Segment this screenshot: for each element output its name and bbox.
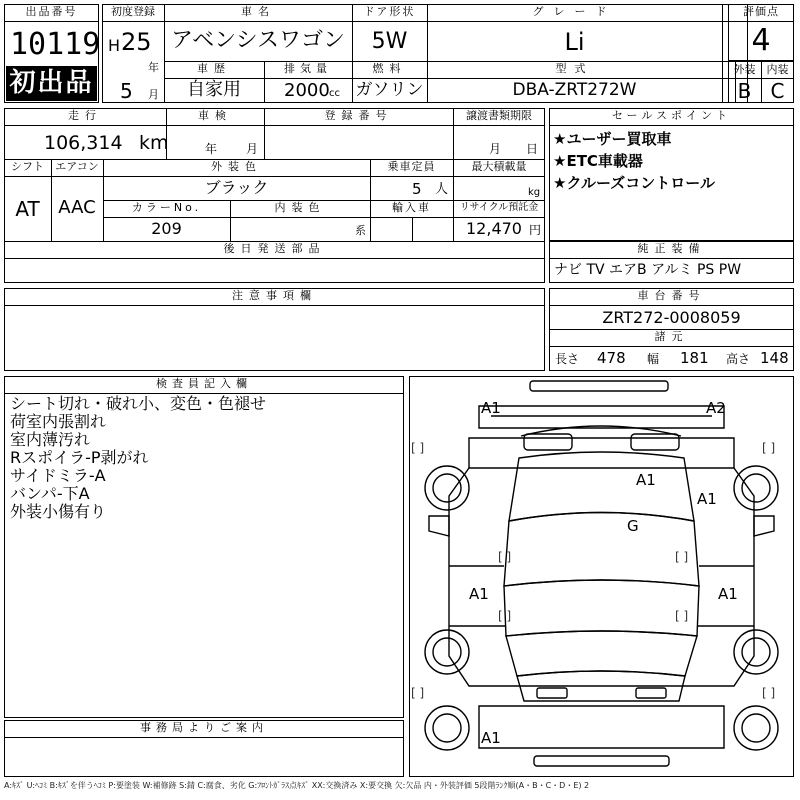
shift-value: AT [15,197,40,221]
sales-point-3: ★クルーズコントロール [553,174,715,192]
reg-year-unit: 年 [148,61,159,74]
inspector-line: 外装小傷有り [10,502,107,521]
part-bracket: [ ] [498,609,512,623]
part-bracket: [ ] [762,686,776,700]
later-parts-label: 後日発送部品 [223,242,326,255]
import-label: 輸入車 [392,201,431,214]
chassis-label: 車台番号 [637,289,706,302]
door-value: 5W [371,29,408,54]
damage-mark: G [627,517,639,535]
history-value: 自家用 [187,79,241,100]
damage-mark: A1 [481,399,501,417]
damage-mark: A1 [469,585,489,603]
first-listing-label: 初出品 [9,68,94,98]
mileage-unit: km [139,132,169,154]
damage-mark: A1 [718,585,738,603]
inspection-label: 車検 [198,109,232,122]
height-value: 148 [760,349,789,367]
exterior-color-value: ブラック [204,178,269,197]
part-bracket: [ ] [411,441,425,455]
ext-grade: B [737,79,752,103]
interior-color-unit: 系 [355,224,366,237]
inspector-line: バンパ-下A [10,484,90,503]
score-value: 4 [751,23,771,58]
lot-number-label: 出品番号 [25,5,78,18]
transfer-month-unit: 月 [489,142,502,156]
grade-value: Li [564,28,585,56]
score-label: 評価点 [743,5,779,18]
ac-label: エアコン [55,160,99,173]
sales-points-label: セールスポイント [611,109,731,122]
mileage-value: 106,314 [44,132,123,154]
recycle-label: リサイクル預託金 [459,202,539,213]
car-name: アベンシスワゴン [171,28,345,53]
chassis-value: ZRT272-0008059 [602,308,741,327]
inspector-line: サイドミラ-A [10,466,106,485]
damage-mark: A1 [636,471,656,489]
car-name-label: 車名 [241,5,275,18]
max-load-unit: kg [528,187,541,198]
part-bracket: [ ] [675,550,689,564]
damage-mark: A1 [481,729,501,747]
interior-color-label: 内装色 [274,201,326,214]
inspection-year-unit: 年 [205,142,218,156]
ext-label: 外装 [733,63,756,76]
lot-number: 10119 [10,27,101,62]
color-no-value: 209 [151,219,182,238]
plate-label: 登録番号 [324,109,393,122]
exterior-color-label: 外装色 [211,160,262,173]
capacity-label: 乗車定員 [387,160,436,173]
height-label: 高さ [726,352,751,366]
inspector-line: 室内薄汚れ [10,430,91,449]
inspector-line: 荷室内張割れ [10,412,107,431]
model-label: 型式 [555,62,594,75]
notes-label: 注意事項欄 [232,289,317,302]
history-label: 車歴 [197,62,231,75]
inspector-line: シート切れ・破れ小、変色・色褪せ [10,394,267,413]
inspection-month-unit: 月 [246,142,259,156]
part-bracket: [ ] [411,686,425,700]
fuel-label: 燃料 [372,62,407,75]
capacity-value: 5 [412,180,422,198]
part-bracket: [ ] [498,550,512,564]
length-value: 478 [597,349,626,367]
model-value: DBA-ZRT272W [512,80,637,100]
inspector-line: Rスポイラ-P剥がれ [10,448,149,467]
recycle-unit: 円 [529,223,542,237]
displacement-value: 2000 [284,80,330,101]
inspector-label: 検査員記入欄 [156,377,252,390]
registration-label: 初度登録 [111,5,155,18]
damage-mark: A1 [697,490,717,508]
displacement-unit: cc [329,88,340,99]
part-bracket: [ ] [762,441,776,455]
shift-label: シフト [11,160,44,173]
equipment-value: ナビ TV エアB アルミ PS PW [554,262,742,278]
ac-value: AAC [58,197,96,218]
max-load-label: 最大積載量 [471,160,527,173]
door-label: ドア形状 [363,5,416,18]
part-bracket: [ ] [675,609,689,623]
grade-label: グレード [532,5,617,18]
equipment-label: 純正装備 [637,242,706,255]
width-label: 幅 [647,352,660,366]
sales-point-1: ★ユーザー買取車 [553,130,672,148]
car-diagram [409,376,794,777]
damage-mark: A2 [706,399,726,417]
displacement-label: 排気量 [284,62,332,75]
color-no-label: カラーNo. [131,201,202,214]
transfer-day-unit: 日 [526,142,539,156]
legend: A:ｷｽﾞ U:ﾍｺﾐ B:ｷｽﾞを伴うﾍｺﾐ P:要塗装 W:補修跡 S:錆 C:腐食、劣化 G:ﾌﾛﾝﾄｶﾞﾗｽ点ｷｽﾞ XX:交換済み X:要交換 欠:欠品 内・外装評価 5段階ﾗﾝｸ順(A・B・C・D・E) 2 [4,781,590,790]
spec-label: 諸元 [654,330,689,343]
capacity-unit: 人 [435,182,449,197]
transfer-deadline-label: 譲渡書類期限 [466,109,532,122]
sales-point-2: ★ETC車載器 [553,152,643,170]
fuel-value: ガソリン [355,80,424,100]
int-label: 内装 [766,63,789,76]
recycle-value: 12,470 [466,219,522,238]
length-label: 長さ [555,352,580,366]
office-label: 事務局よりご案内 [140,721,268,734]
int-grade: C [770,79,785,103]
reg-month-unit: 月 [148,88,159,101]
reg-year: 25 [121,28,152,56]
era: H [108,36,121,55]
reg-month: 5 [120,79,133,103]
width-value: 181 [680,349,709,367]
mileage-label: 走行 [68,109,102,122]
